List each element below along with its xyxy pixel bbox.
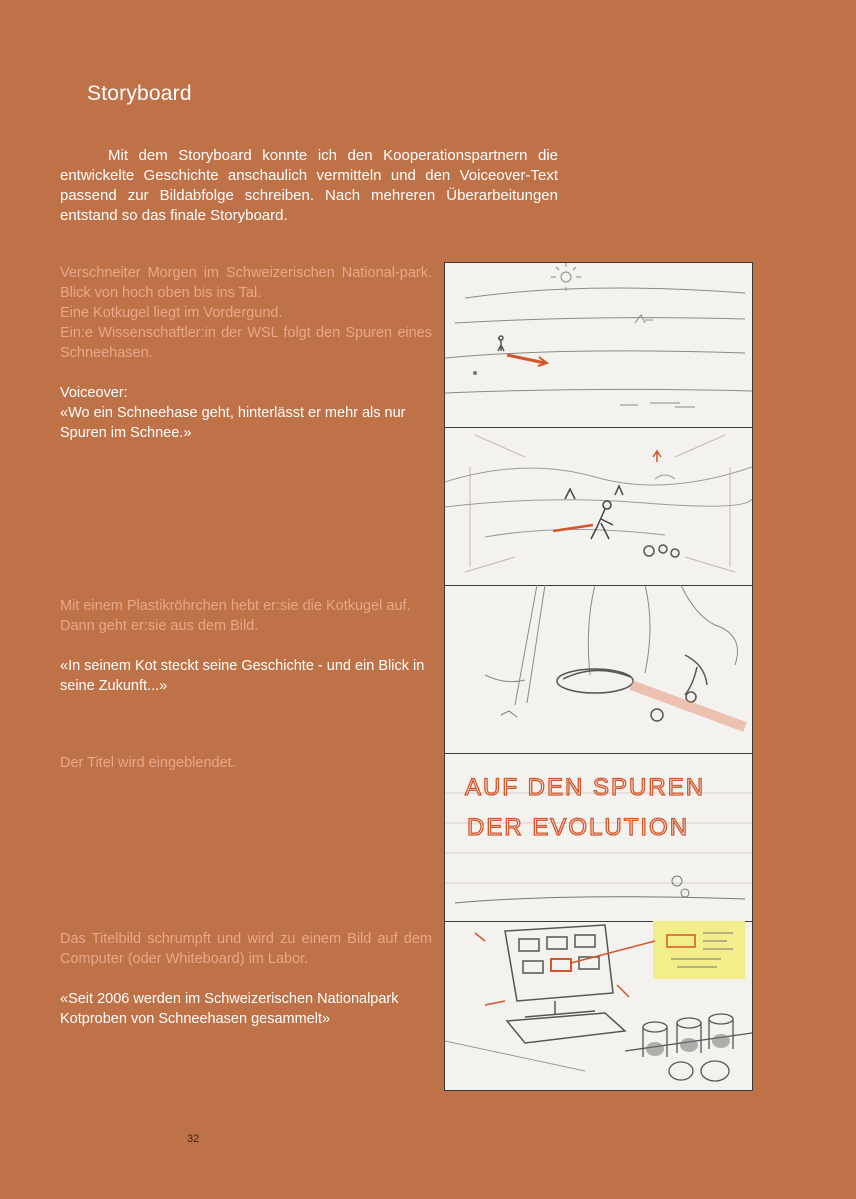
- lab-sketch: [445, 921, 752, 1091]
- scene-3-text: [60, 753, 432, 773]
- scene-1-description-line: Eine Kotkugel liegt im Vordergund.: [60, 305, 283, 321]
- scientist-sketch: [445, 427, 752, 585]
- scene-1-text: [60, 263, 432, 443]
- scene-2-description-line: Mit einem Plastikröhrchen hebt er:sie die Kotkugel auf.: [60, 598, 411, 614]
- storyboard-panel-lab: [445, 921, 752, 1091]
- scene-4-description: Das Titelbild schrumpft und wird zu einem Bild auf dem Computer (oder Whiteboard) im Labor.: [60, 931, 432, 967]
- storyboard-panel-title: [445, 753, 752, 922]
- scene-3-description: Der Titel wird eingeblendet.: [60, 755, 236, 771]
- sketch-title-line2: DER EVOLUTION: [467, 814, 690, 841]
- scene-1-description-line: Verschneiter Morgen im Schweizerischen National-park. Blick von hoch oben bis ins Tal.: [60, 265, 432, 301]
- intro-paragraph: Mit dem Storyboard konnte ich den Kooperationspartnern die entwickelte Geschichte anschaulich vermitteln und den Voiceover-Text passend zur Bildabfolge schreiben. Nach mehreren Überarbeitungen entstand so das finale Storyboard.: [60, 147, 558, 224]
- scene-2-description: [60, 596, 432, 636]
- title-sketch: [445, 753, 752, 921]
- sample-sketch: [445, 585, 752, 753]
- scene-2-text: [60, 596, 432, 696]
- scene-1-voiceover-label: Voiceover:: [60, 385, 128, 401]
- scene-1-description-line: Ein:e Wissenschaftler:in der WSL folgt den Spuren eines Schneehasen.: [60, 325, 432, 361]
- storyboard-panel-sample: [445, 585, 752, 754]
- page-number: 32: [187, 1133, 200, 1145]
- valley-sketch: [445, 263, 752, 427]
- scene-4-voiceover: «Seit 2006 werden im Schweizerischen Nationalpark Kotproben von Schneehasen gesammelt»: [60, 991, 399, 1027]
- scene-4-text: [60, 929, 432, 1029]
- storyboard-panels: [444, 262, 753, 1091]
- storyboard-panel-valley: [445, 263, 752, 428]
- sketch-title-line1: AUF DEN SPUREN: [465, 774, 706, 801]
- scene-2-description-line: Dann geht er:sie aus dem Bild.: [60, 618, 259, 634]
- scene-1-description: [60, 263, 432, 363]
- scene-1-voiceover: «Wo ein Schneehase geht, hinterlässt er mehr als nur Spuren im Schnee.»: [60, 405, 406, 441]
- storyboard-panel-scientist: [445, 427, 752, 586]
- page-title: Storyboard: [87, 82, 192, 105]
- scene-2-voiceover: «In seinem Kot steckt seine Geschichte - und ein Blick in seine Zukunft...»: [60, 658, 425, 694]
